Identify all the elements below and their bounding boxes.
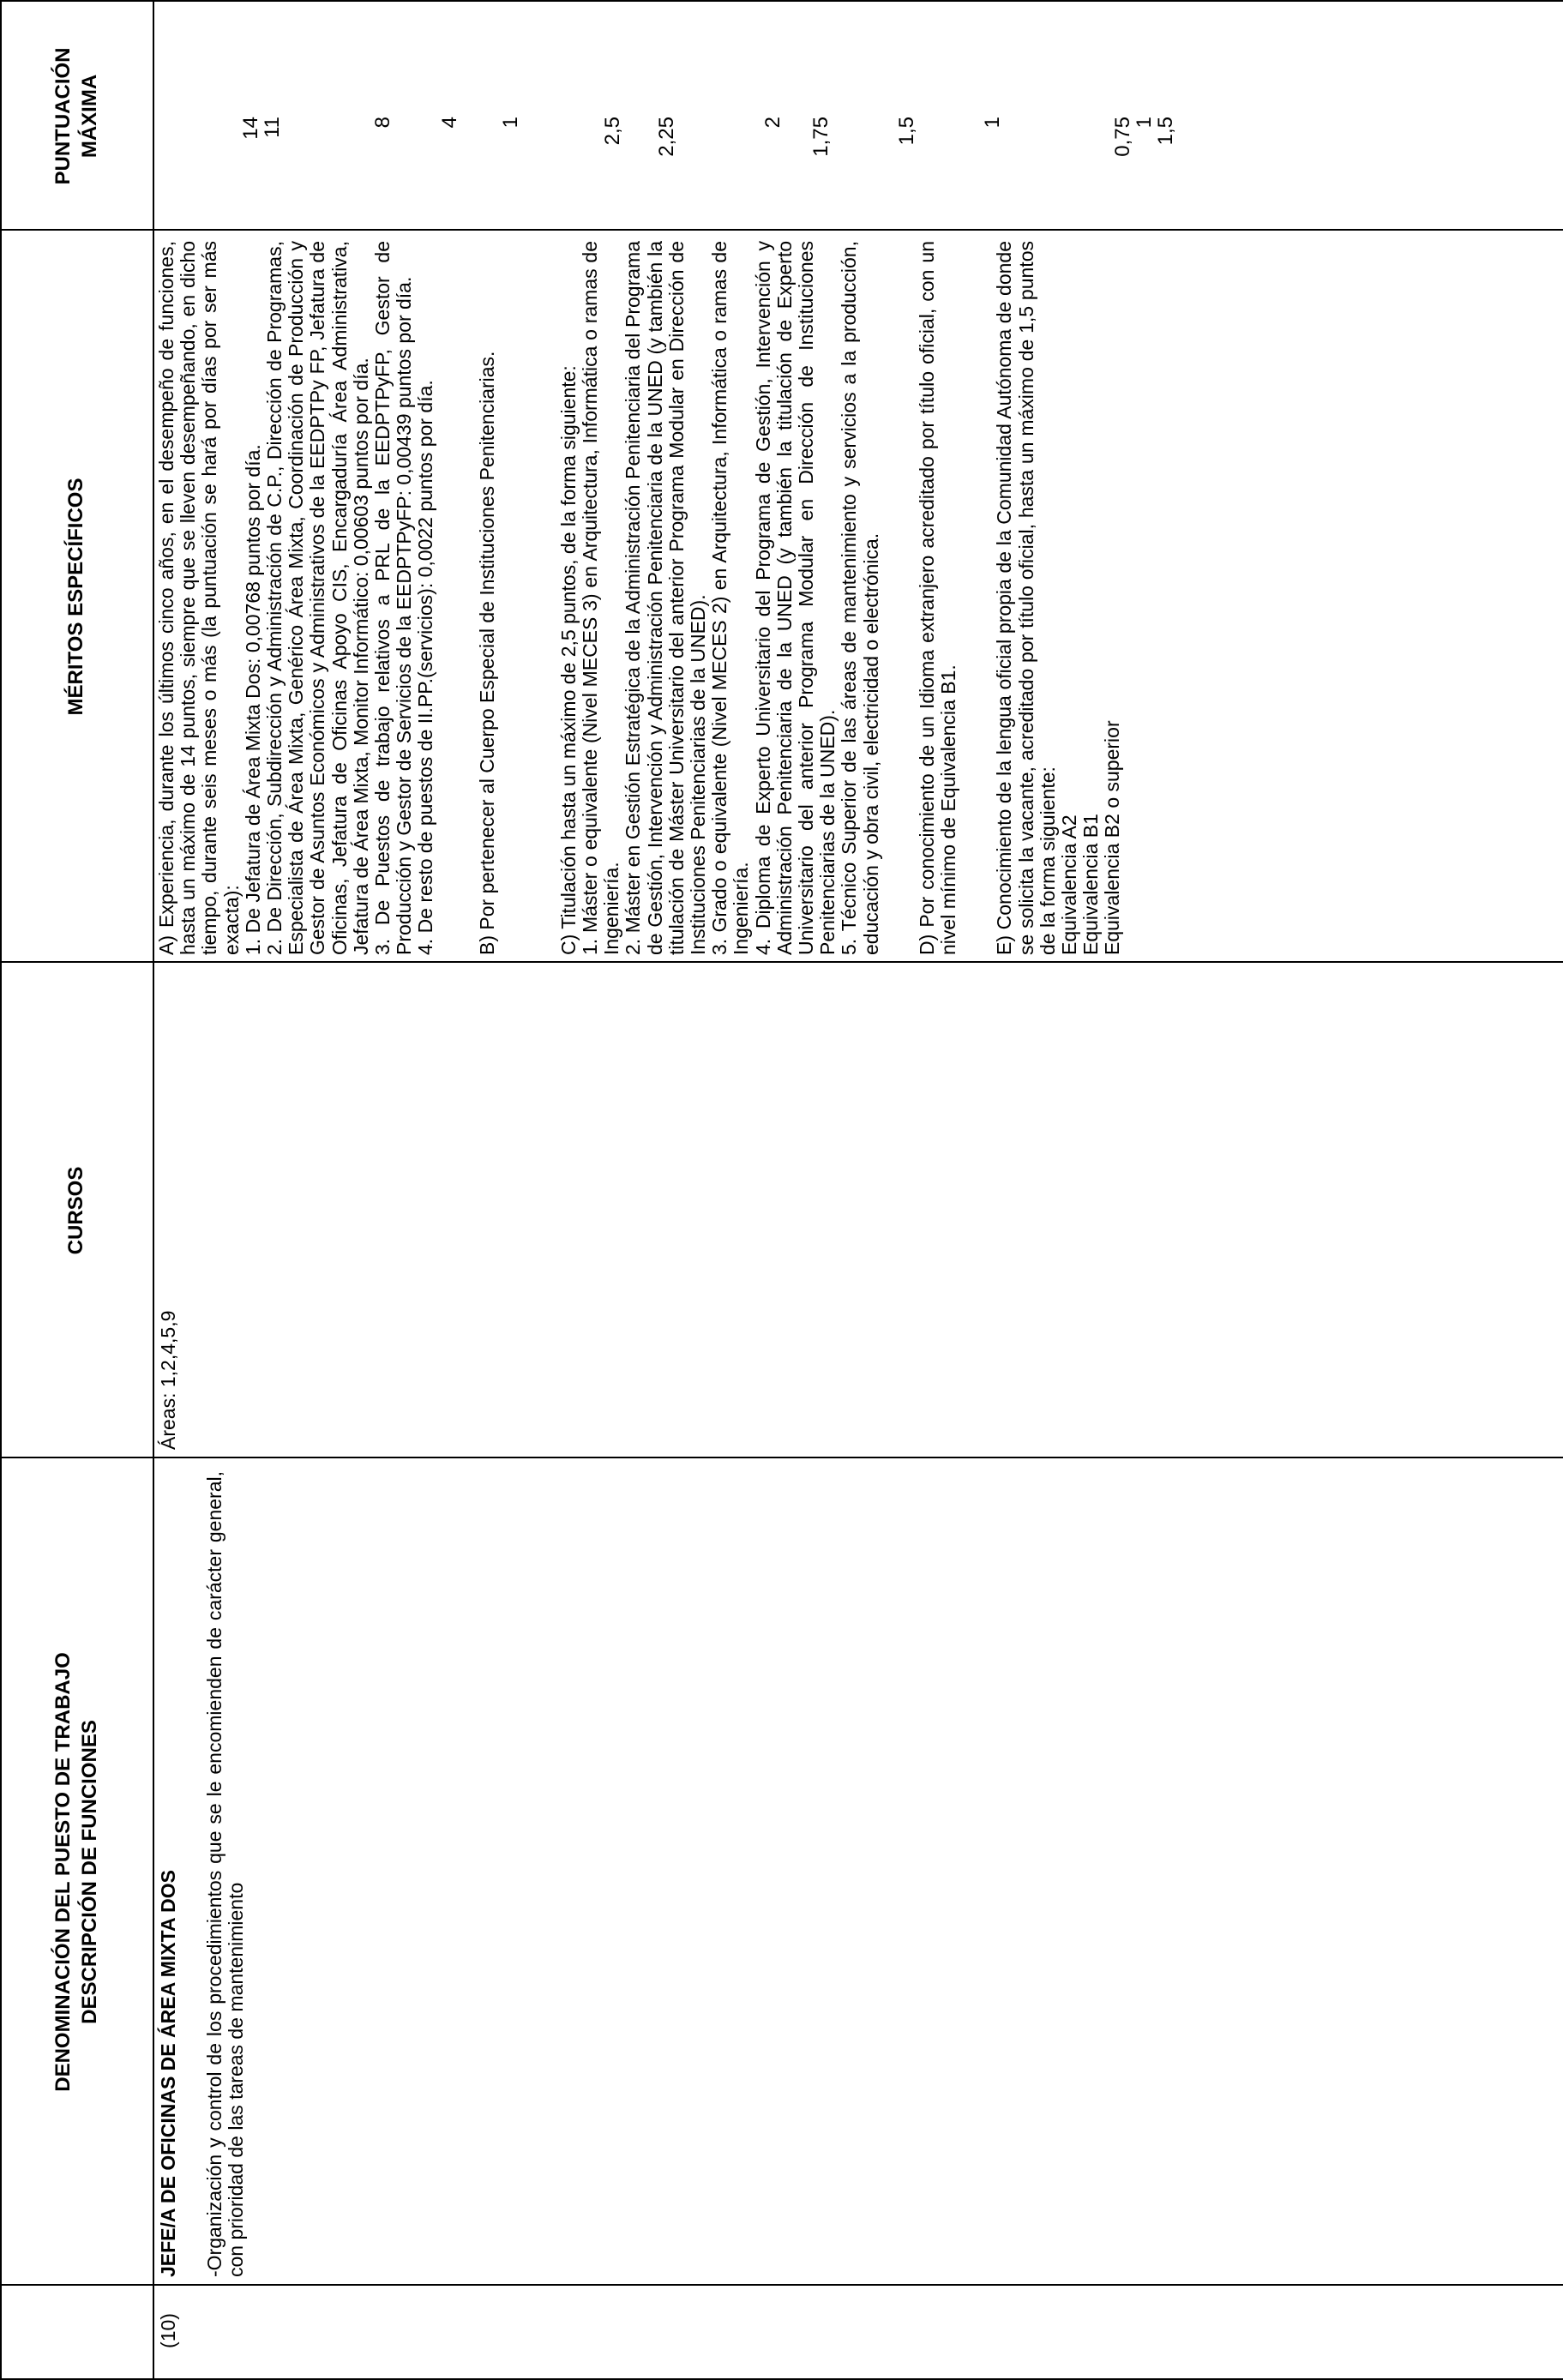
- merito-c3: 3. Grado o equivalente (Nivel MECES 2) en Arquitectura, Informática o ramas de Ingeniería.: [708, 241, 753, 955]
- merito-b: B) Por pertenecer al Cuerpo Especial de Instituciones Penitenciarias.: [475, 351, 498, 955]
- col-border-2: [0, 1457, 1563, 1458]
- points-d: 1: [981, 117, 1004, 129]
- job-title: JEFE/A DE OFICINAS DE ÁREA MIXTA DOS: [157, 1870, 179, 2277]
- merito-a3: 3. De Puestos de trabajo relativos a PRL de la EEDPTPyFP, Gestor de Producción y Gestor de Servicios de la EEDPTPyFP: 0,00439 puntos por día.: [371, 241, 416, 955]
- merito-c4: 4. Diploma de Experto Universitario del Programa de Gestión, Intervención y Administración Penitenciaria de la UNED (y también la titulación de Experto Universitario del anterior Programa Modular en Dirección de Instituciones Penitenciarias de la UNED).: [751, 241, 839, 955]
- merito-c2: 2. Máster en Gestión Estratégica de la Administración Penitenciaria del Programa de Gestión, Intervención y Administración Penitenciaria de la UNED (y también la titulación de Máster Universitario del anterior Programa Modular en Dirección de Instituciones Penitenciarias de la UNED).: [622, 241, 710, 955]
- merito-e2: Equivalencia B1: [1079, 814, 1103, 955]
- merito-e-intro: E) Conocimiento de la lengua oficial propia de la Comunidad Autónoma de donde se solicita la vacante, acreditado por título oficial, hasta un máximo de 1,5 puntos de la forma siguiente:: [993, 241, 1059, 955]
- merito-a-intro: A) Experiencia, durante los últimos cinco años, en el desempeño de funciones, hasta un máximo de 14 puntos, siempre que se lleven desempeñando, en dicho tiempo, durante seis meses o más (la puntuación se hará por días por ser más exacta):: [155, 241, 243, 955]
- points-c1: 2,5: [601, 117, 624, 146]
- points-a2: 11: [261, 117, 284, 138]
- merito-a1: 1. De Jefatura de Área Mixta Dos: 0,00768 puntos por día.: [241, 444, 264, 955]
- header-cursos: [12, 963, 141, 1458]
- header-denominacion-line2: DESCRIPCIÓN DE FUNCIONES: [78, 1720, 101, 2024]
- merito-d: D) Por conocimiento de un Idioma extranjero acreditado por título oficial, con un nivel mínimo de Equivalencia B1.: [915, 241, 960, 955]
- table-border-top: [0, 0, 2, 2380]
- col-border-1: [0, 2284, 1563, 2286]
- row-number: (10): [157, 2313, 179, 2348]
- merito-a4: 4. De resto de puestos de II.PP.(servicios): 0,0022 puntos por día.: [414, 380, 437, 955]
- merito-c5: 5. Técnico Superior de las áreas de mantenimiento y servicios a la producción, educación y obra civil, electricidad o electrónica.: [838, 241, 882, 955]
- header-denominacion: [12, 1458, 141, 2286]
- points-c4: 1,75: [809, 117, 833, 157]
- points-c3: 2: [761, 117, 785, 129]
- merito-c-intro: C) Titulación hasta un máximo de 2,5 puntos, de la forma siguiente:: [556, 365, 580, 955]
- points-e3: 1,5: [1154, 117, 1177, 146]
- points-b: 1: [499, 117, 522, 129]
- header-meritos: [12, 231, 141, 963]
- points-e2: 1: [1133, 117, 1156, 129]
- merito-e3: Equivalencia B2 o superior: [1101, 720, 1124, 955]
- header-denominacion-line1: DENOMINACIÓN DEL PUESTO DE TRABAJO: [51, 1652, 75, 2092]
- merito-e1: Equivalencia A2: [1057, 814, 1080, 955]
- header-puntuacion-line1: PUNTUACIÓN: [51, 47, 75, 185]
- job-description: -Organización y control de los procedimientos que se le encomienden de carácter general, con prioridad de las tareas de mantenimiento: [203, 1471, 248, 2277]
- points-a1: 14: [239, 117, 262, 140]
- header-separator: [153, 0, 154, 2380]
- merito-a2: 2. De Dirección, Subdirección y Administración de C.P., Dirección de Programas, Especialista de Área Mixta, Genérico Área Mixta, Coordinación de Producción y Gestor de Asuntos Económicos y Administrativos de la EEDPTPy FP, Jefatura de Oficinas, Jefatura de Oficinas Apoyo CIS, Encargaduría Área Administrativa, Jefatura de Área Mixta, Monitor Informático: 0,00603 puntos por día.: [263, 241, 372, 955]
- header-puntuacion-line2: MÁXIMA: [78, 74, 101, 159]
- merito-c1: 1. Máster o equivalente (Nivel MECES 3) en Arquitectura, Informática o ramas de Ingeniería.: [579, 241, 623, 955]
- points-a4: 4: [438, 117, 461, 129]
- col-border-5: [0, 0, 1563, 2]
- col-border-3: [0, 961, 1563, 963]
- cursos-value: Áreas: 1,2,4,5,9: [157, 1310, 179, 1450]
- meritos-block: [156, 241, 1124, 955]
- points-c2: 2,25: [655, 117, 678, 157]
- points-c5: 1,5: [895, 117, 918, 146]
- points-e1: 0,75: [1111, 117, 1134, 157]
- header-meritos-label: MÉRITOS ESPECÍFICOS: [64, 478, 88, 716]
- points-a3: 8: [371, 117, 394, 129]
- header-cursos-label: CURSOS: [64, 1166, 88, 1255]
- header-puntuacion: [12, 2, 141, 231]
